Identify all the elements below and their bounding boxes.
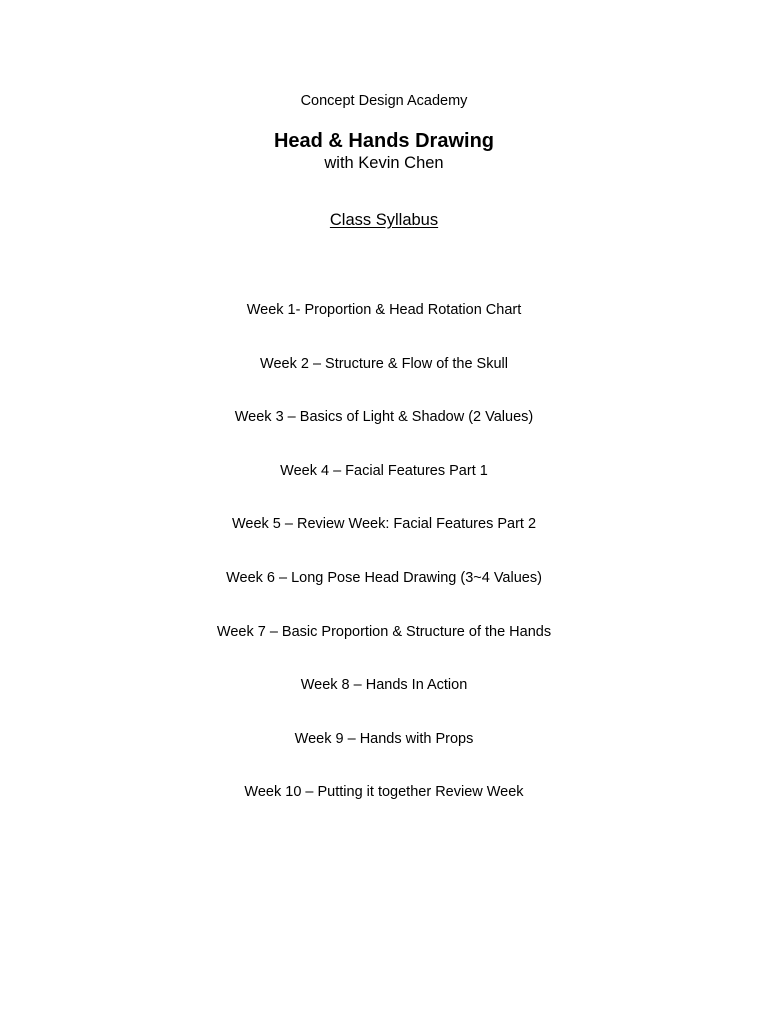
week-item-4: Week 4 – Facial Features Part 1 <box>280 462 488 479</box>
week-item-1: Week 1- Proportion & Head Rotation Chart <box>246 302 522 318</box>
course-title: Head & Hands Drawing <box>273 130 495 152</box>
week-item-7: Week 7 – Basic Proportion & Structure of the Hands <box>216 623 552 640</box>
week-item-2: Week 2 – Structure & Flow of the Skull <box>260 355 508 372</box>
section-heading: Class Syllabus <box>329 211 439 229</box>
week-list <box>0 302 768 838</box>
organization-name: Concept Design Academy <box>300 93 468 109</box>
week-item-6: Week 6 – Long Pose Head Drawing (3~4 Values) <box>226 569 542 586</box>
instructor-line: with Kevin Chen <box>324 154 444 172</box>
week-item-10: Week 10 – Putting it together Review Week <box>244 784 524 801</box>
week-item-3: Week 3 – Basics of Light & Shadow (2 Values) <box>234 409 534 426</box>
week-item-8: Week 8 – Hands In Action <box>300 677 468 694</box>
week-item-9: Week 9 – Hands with Props <box>294 730 474 747</box>
week-item-5: Week 5 – Review Week: Facial Features Part 2 <box>231 516 537 533</box>
